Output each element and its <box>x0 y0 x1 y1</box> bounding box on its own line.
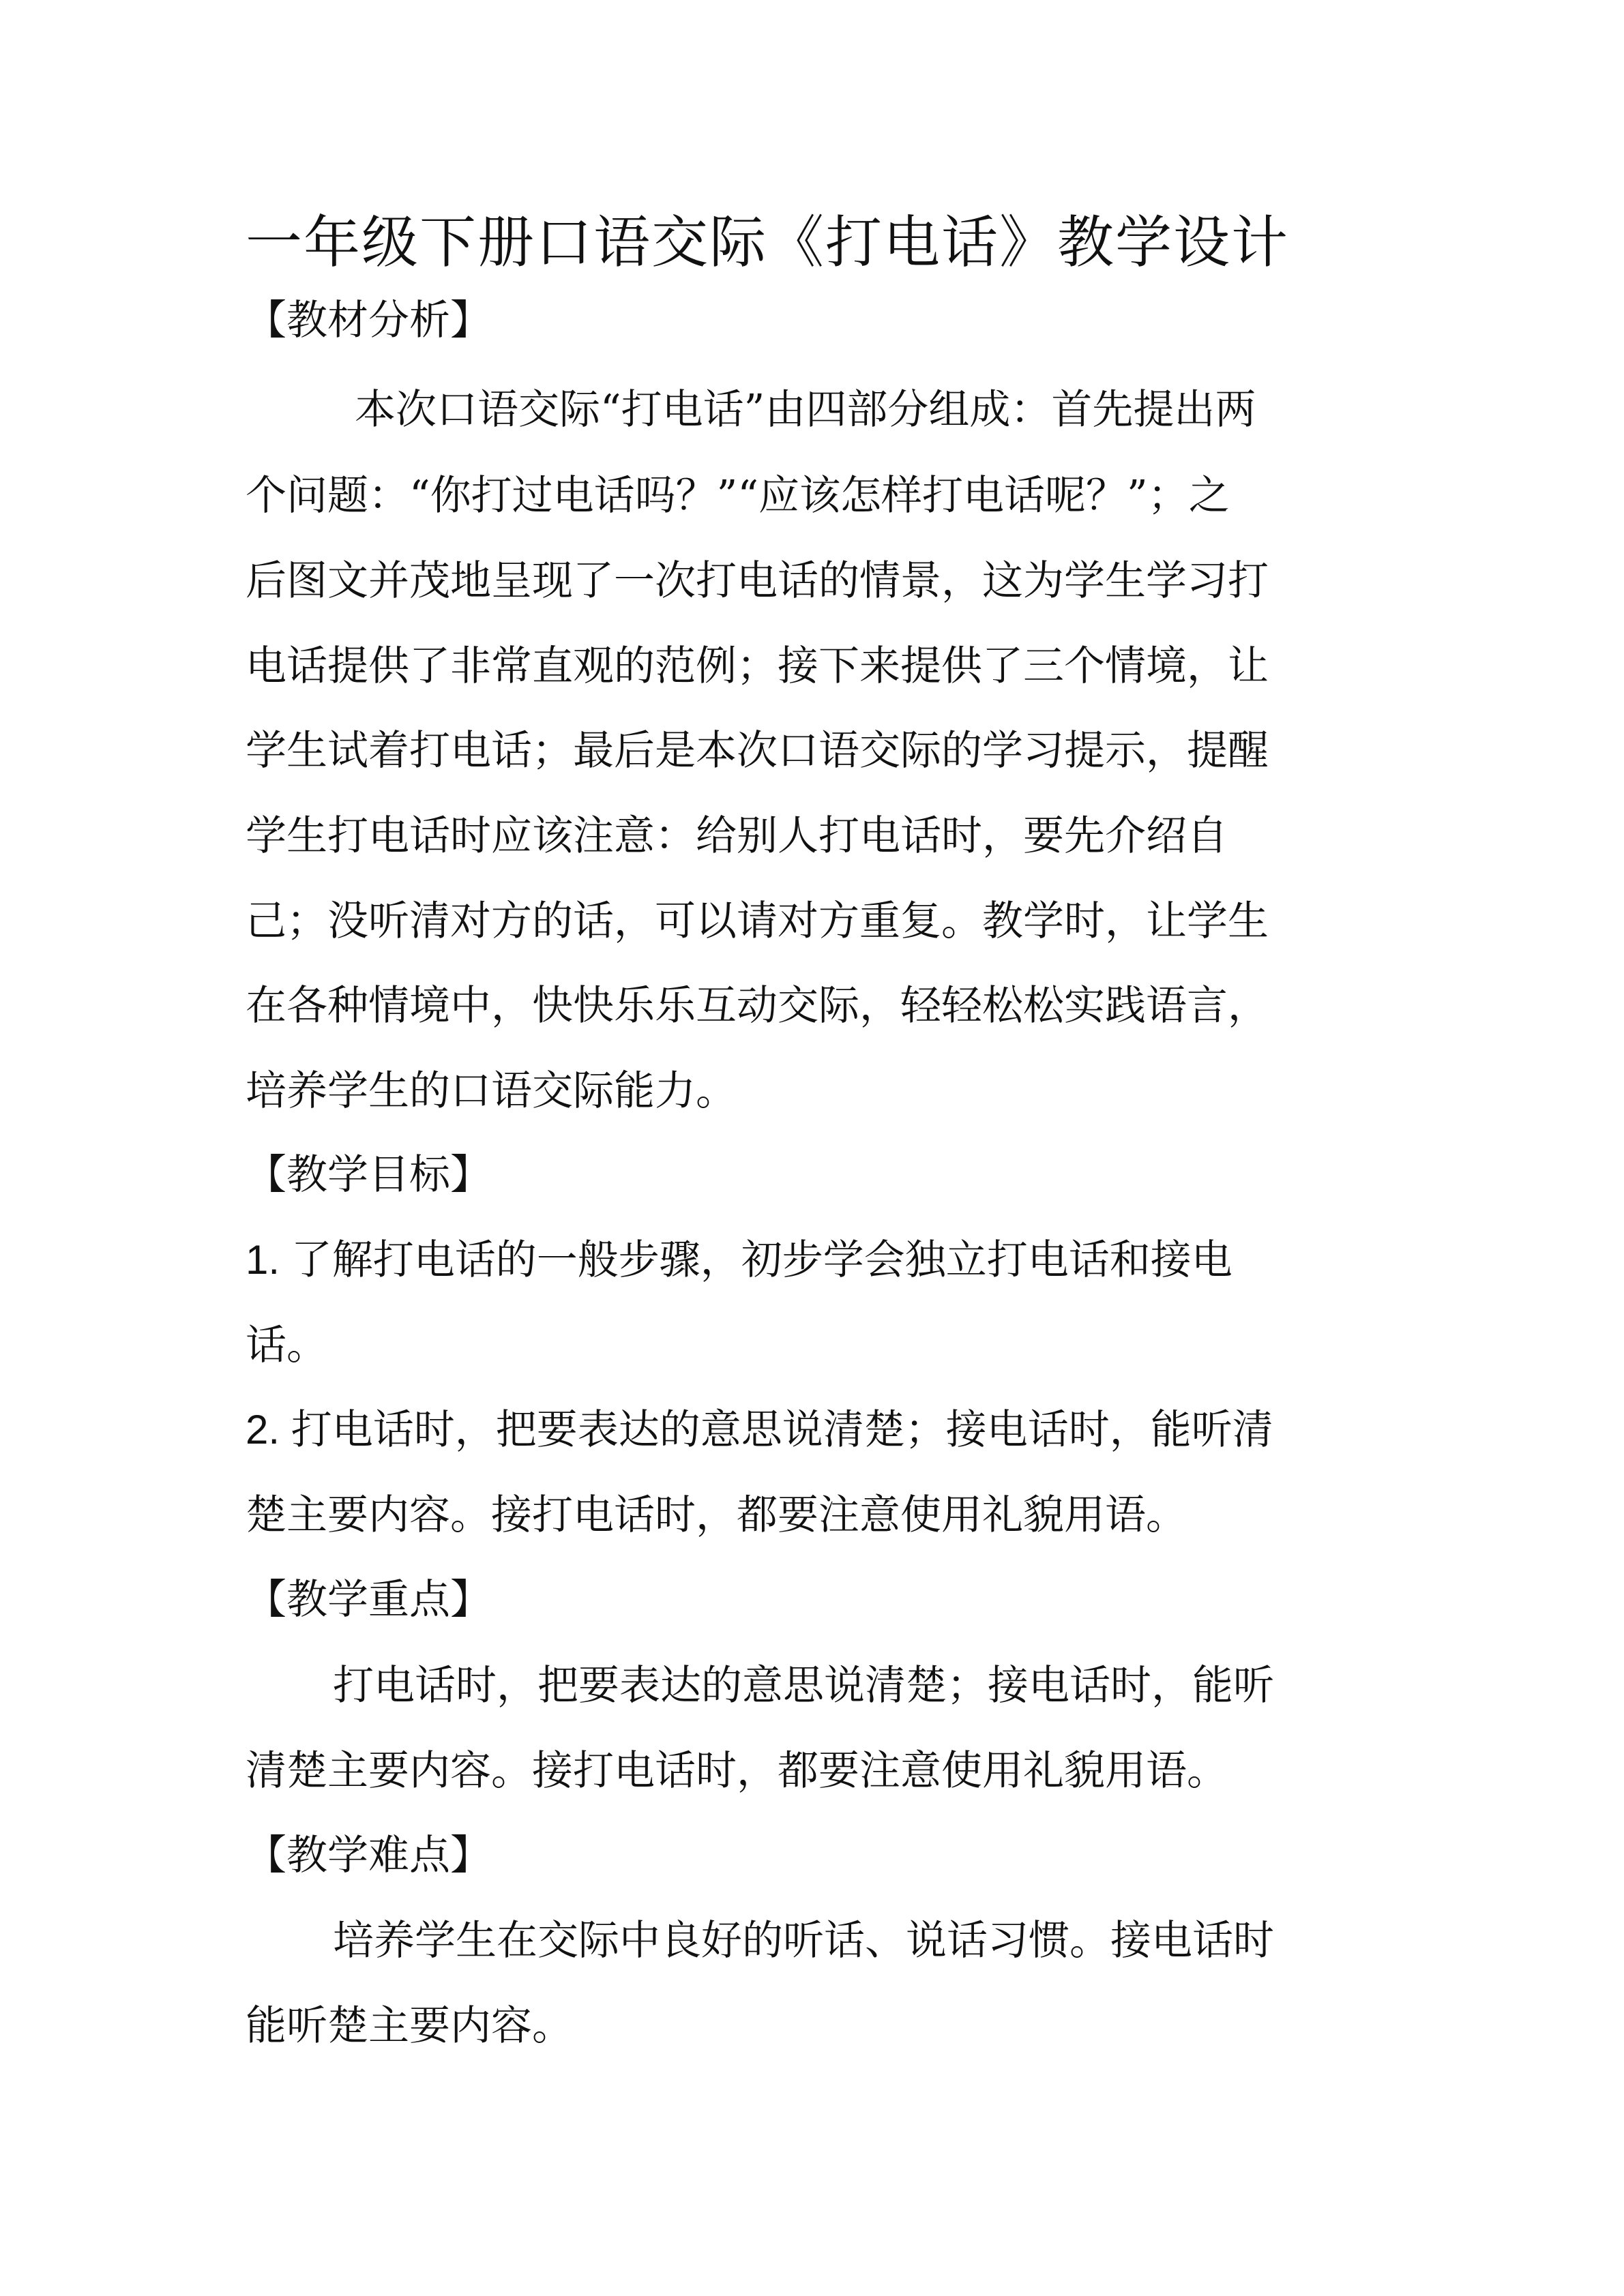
paragraph-line: 打电话时，把要表达的意思说清楚；接电话时，能听 <box>333 1662 1274 1710</box>
paragraph-line: 电话提供了非常直观的范例；接下来提供了三个情境，让 <box>246 642 1269 690</box>
section-heading-difficulties: 【教学难点】 <box>246 1832 491 1879</box>
paragraph-line: 在各种情境中，快快乐乐互动交际，轻轻松松实践语言， <box>246 982 1269 1030</box>
section-heading-material-analysis: 【教材分析】 <box>246 297 491 344</box>
paragraph-line: 学生打电话时应该注意：给别人打电话时，要先介绍自 <box>246 812 1228 860</box>
paragraph-line: 后图文并茂地呈现了一次打电话的情景，这为学生学习打 <box>246 557 1269 605</box>
paragraph-line: 本次口语交际“打电话”由四部分组成：首先提出两 <box>355 386 1256 434</box>
paragraph-line: 培养学生的口语交际能力。 <box>246 1067 737 1115</box>
paragraph-line: 清楚主要内容。接打电话时，都要注意使用礼貌用语。 <box>246 1747 1228 1795</box>
paragraph-line: 学生试着打电话；最后是本次口语交际的学习提示，提醒 <box>246 727 1269 775</box>
document-title: 一年级下册口语交际《打电话》教学设计 <box>246 209 1289 275</box>
paragraph-line: 能听楚主要内容。 <box>246 2002 573 2050</box>
goal-line: 楚主要内容。接打电话时，都要注意使用礼貌用语。 <box>246 1491 1187 1539</box>
goal-line: 话。 <box>246 1322 327 1369</box>
paragraph-line: 个问题：“你打过电话吗？”“应该怎样打电话呢？”；之 <box>246 472 1230 520</box>
section-heading-key-points: 【教学重点】 <box>246 1576 491 1624</box>
goal-line: 2. 打电话时，把要表达的意思说清楚；接电话时，能听清 <box>246 1407 1273 1452</box>
section-heading-teaching-goals: 【教学目标】 <box>246 1151 491 1199</box>
goal-line: 1. 了解打电话的一般步骤，初步学会独立打电话和接电 <box>246 1237 1232 1283</box>
paragraph-line: 己；没听清对方的话，可以请对方重复。教学时，让学生 <box>246 897 1269 945</box>
paragraph-line: 培养学生在交际中良好的听话、说话习惯。接电话时 <box>333 1917 1274 1965</box>
